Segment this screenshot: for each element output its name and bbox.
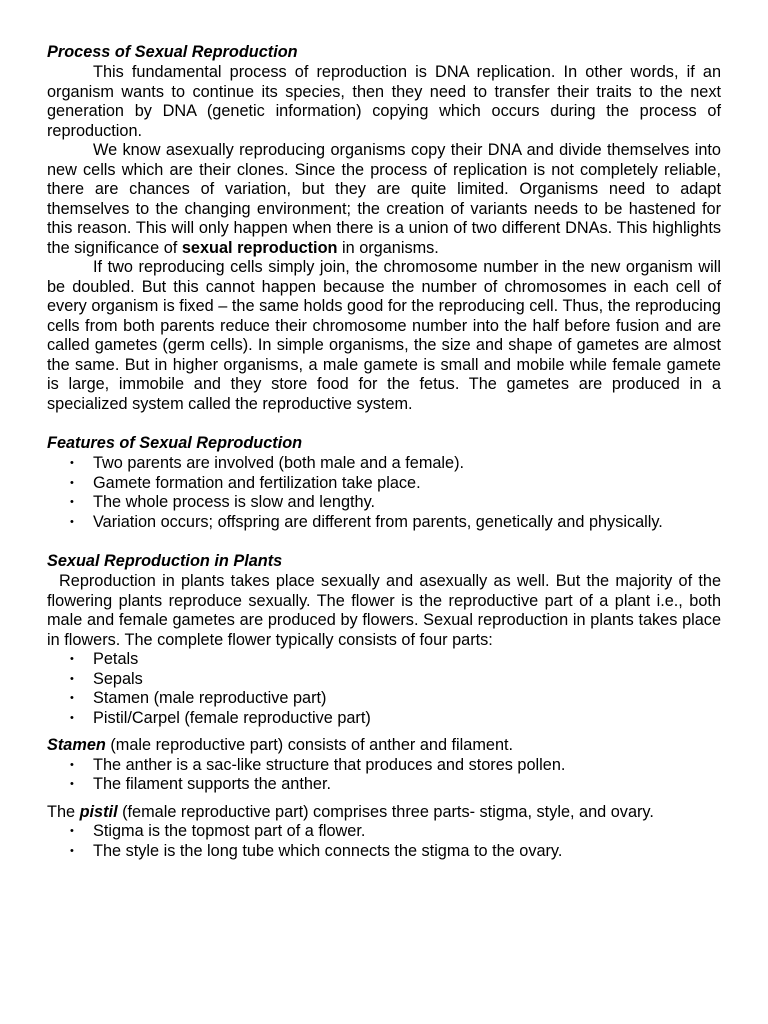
features-list (47, 454, 721, 532)
list-item (70, 512, 721, 533)
list-item (70, 650, 721, 670)
term-stamen: Stamen (47, 736, 106, 754)
bullet-icon: • (70, 692, 74, 704)
list-item (70, 755, 721, 776)
bullet-icon: • (70, 711, 74, 724)
bullet-icon: • (70, 457, 74, 469)
bullet-icon: • (70, 825, 74, 837)
list-item-text: The filament supports the anther. (93, 775, 332, 793)
bullet-icon: • (70, 778, 74, 790)
paragraph-variation-text: We know asexually reproducing organisms copy their DNA and divide themselves into new cells which are their clones. Since the process of replication is not completely reliable, there are chances of variation, but they are quite limited. Organisms need to adapt themselves to the changing environment; the creation of variants needs to be hastened for this reason. This will only happen when there is a union of two different DNAs. This highlights the significance of (47, 141, 721, 257)
list-item (70, 841, 721, 862)
spacer (47, 728, 721, 736)
list-item-text: Sepals (93, 669, 143, 688)
bullet-icon: • (70, 672, 74, 685)
paragraph-pistil-text: (female reproductive part) comprises three parts- stigma, style, and ovary. (117, 802, 654, 821)
list-item-text: Variation occurs; offspring are different from parents, genetically and physically. (93, 512, 663, 531)
section-heading-process: Process of Sexual Reproduction (47, 43, 298, 61)
flower-parts-list (47, 650, 721, 728)
spacer (47, 532, 721, 550)
list-item-text: Stigma is the topmost part of a flower. (93, 822, 366, 840)
stamen-list (47, 756, 721, 795)
paragraph-variation-end: in organisms. (337, 238, 439, 257)
list-item (70, 822, 721, 842)
paragraph-gametes: If two reproducing cells simply join, the chromosome number in the new organism will be doubled. But this cannot happen because the number of chromosomes in each cell of every organism is fixed – the same holds good for the reproducing cell. Thus, the reproducing cells from both parents reduce their chromosome number into the half before fusion and are called gametes (germ cells). In simple organisms, the size and shape of gametes are almost the same. But in higher organisms, a male gamete is small and mobile while female gamete is large, immobile and they store food for the fetus. The gametes are produced in a specialized system called the reproductive system. (47, 258, 721, 413)
paragraph-stamen (47, 736, 721, 756)
list-item (70, 454, 721, 474)
list-item-text: Pistil/Carpel (female reproductive part) (93, 708, 371, 727)
bullet-icon: • (70, 653, 74, 665)
list-item (70, 669, 721, 690)
spacer (47, 795, 721, 803)
list-item (70, 493, 721, 513)
section-heading-plants: Sexual Reproduction in Plants (47, 552, 283, 570)
bullet-icon: • (70, 758, 74, 771)
section-heading-features: Features of Sexual Reproduction (47, 434, 303, 452)
paragraph-plants: Reproduction in plants takes place sexually and asexually as well. But the majority of the flowering plants reproduce sexually. The flower is the reproductive part of a plant i.e., both male and female gametes are produced by flowers. Sexual reproduction in plants takes place in flowers. The complete flower typically consists of four parts: (47, 572, 721, 649)
paragraph-stamen-text: (male reproductive part) consists of anther and filament. (105, 736, 514, 754)
list-item (70, 689, 721, 709)
list-item-text: The anther is a sac-like structure that produces and stores pollen. (93, 755, 566, 774)
list-item (70, 708, 721, 729)
term-pistil: pistil (79, 802, 118, 821)
list-item-text: Two parents are involved (both male and a female). (93, 454, 465, 472)
bullet-icon: • (70, 844, 74, 857)
list-item-text: Petals (93, 650, 139, 668)
paragraph-variation (47, 141, 721, 258)
term-sexual-reproduction: sexual reproduction (181, 238, 338, 257)
list-item-text: The whole process is slow and lengthy. (93, 493, 376, 511)
list-item-text: The style is the long tube which connects the stigma to the ovary. (93, 841, 563, 860)
list-item-text: Gamete formation and fertilization take place. (93, 473, 421, 492)
pistil-list (47, 822, 721, 861)
bullet-icon: • (70, 476, 74, 489)
bullet-icon: • (70, 496, 74, 508)
list-item (70, 775, 721, 795)
paragraph-pistil (47, 803, 721, 823)
list-item-text: Stamen (male reproductive part) (93, 689, 327, 707)
list-item (70, 473, 721, 494)
bullet-icon: • (70, 515, 74, 528)
spacer (47, 414, 721, 432)
paragraph-pistil-prefix: The (47, 802, 80, 821)
paragraph-dna-replication: This fundamental process of reproduction is DNA replication. In other words, if an organism wants to continue its species, then they need to transfer their traits to the next generation by DNA (genetic information) copying which occurs during the process of reproduction. (47, 63, 721, 140)
